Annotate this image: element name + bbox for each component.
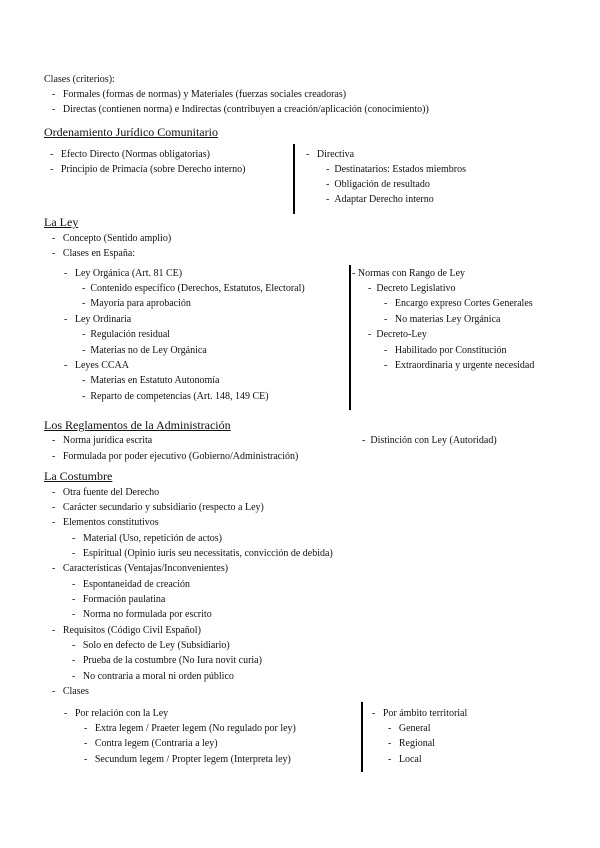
ley-decreto-ley-item: - Habilitado por Constitución (384, 345, 507, 356)
costumbre-relacion: - Por relación con la Ley (64, 708, 169, 719)
costumbre-requisito-item: - Prueba de la costumbre (No Iura novit curia) (72, 655, 262, 666)
ley-organica-item: - Mayoría para aprobación (82, 298, 191, 309)
ley-decreto-ley-item: - Extraordinaria y urgente necesidad (384, 360, 535, 371)
ley-ordinaria: - Ley Ordinaria (64, 314, 132, 325)
ojc-divider (293, 144, 295, 214)
ojc-directiva: - Directiva (306, 149, 355, 160)
ojc-directiva-item: - Obligación de resultado (326, 179, 430, 190)
reglamentos-right: - Distinción con Ley (Autoridad) (362, 435, 497, 446)
reglamentos-item: - Formulada por poder ejecutivo (Gobierno/Administración) (52, 451, 299, 462)
ojc-heading: Ordenamiento Jurídico Comunitario (44, 125, 218, 139)
costumbre-caracteristica-item: - Espontaneidad de creación (72, 579, 191, 590)
costumbre-heading: La Costumbre (44, 469, 113, 483)
ley-ccaa-item: - Reparto de competencias (Art. 148, 149 CE) (82, 391, 269, 402)
ojc-left-item: - Principio de Primacía (sobre Derecho interno) (50, 164, 246, 175)
ley-legislativo-item: - Encargo expreso Cortes Generales (384, 298, 533, 309)
ley-ccaa-item: - Materias en Estatuto Autonomía (82, 375, 220, 386)
costumbre-caracteristica-item: - Norma no formulada por escrito (72, 609, 212, 620)
ojc-directiva-item: - Destinatarios: Estados miembros (326, 164, 466, 175)
costumbre-item: - Carácter secundario y subsidiario (respecto a Ley) (52, 502, 264, 513)
reglamentos-heading: Los Reglamentos de la Administración (44, 418, 231, 432)
costumbre-relacion-item: - Contra legem (Contraria a ley) (84, 738, 218, 749)
ley-organica-item: - Contenido específico (Derechos, Estatutos, Electoral) (82, 283, 305, 294)
costumbre-elemento: - Espiritual (Opinio iuris seu necessitatis, convicción de debida) (72, 548, 333, 559)
ley-organica: - Ley Orgánica (Art. 81 CE) (64, 268, 183, 279)
costumbre-caracteristicas: - Características (Ventajas/Inconvenientes) (52, 563, 229, 574)
costumbre-requisito-item: - Solo en defecto de Ley (Subsidiario) (72, 640, 230, 651)
ley-decreto-ley: - Decreto-Ley (368, 329, 427, 340)
costumbre-caracteristica-item: - Formación paulatina (72, 594, 166, 605)
costumbre-requisito-item: - No contraria a moral ni orden público (72, 671, 234, 682)
costumbre-item: - Otra fuente del Derecho (52, 487, 160, 498)
ley-ordinaria-item: - Materias no de Ley Orgánica (82, 345, 207, 356)
ley-legislativo: - Decreto Legislativo (368, 283, 456, 294)
ley-rango-title: - Normas con Rango de Ley (352, 268, 466, 279)
costumbre-divider (361, 702, 363, 772)
costumbre-item: - Elementos constitutivos (52, 517, 159, 528)
ojc-left-item: - Efecto Directo (Normas obligatorias) (50, 149, 210, 160)
intro-item: - Directas (contienen norma) e Indirectas (contribuyen a creación/aplicación (conocimiento)) (52, 104, 429, 115)
costumbre-elemento: - Material (Uso, repetición de actos) (72, 533, 222, 544)
costumbre-relacion-item: - Extra legem / Praeter legem (No regulado por ley) (84, 723, 296, 734)
costumbre-ambito-item: - General (388, 723, 431, 734)
ojc-directiva-item: - Adaptar Derecho interno (326, 194, 434, 205)
ley-ordinaria-item: - Regulación residual (82, 329, 171, 340)
costumbre-relacion-item: - Secundum legem / Propter legem (Interpreta ley) (84, 754, 291, 765)
costumbre-requisitos: - Requisitos (Código Civil Español) (52, 625, 201, 636)
intro-title: Clases (criterios): (44, 74, 115, 85)
ley-item: - Concepto (Sentido amplio) (52, 233, 172, 244)
costumbre-clases: - Clases (52, 686, 89, 697)
reglamentos-item: - Norma jurídica escrita (52, 435, 153, 446)
ley-legislativo-item: - No materias Ley Orgánica (384, 314, 501, 325)
ley-ccaa: - Leyes CCAA (64, 360, 130, 371)
intro-item: - Formales (formas de normas) y Materiales (fuerzas sociales creadoras) (52, 89, 347, 100)
costumbre-ambito: - Por ámbito territorial (372, 708, 468, 719)
costumbre-ambito-item: - Regional (388, 738, 435, 749)
ley-divider (349, 265, 351, 410)
ley-heading: La Ley (44, 215, 79, 229)
costumbre-ambito-item: - Local (388, 754, 422, 765)
ley-item: - Clases en España: (52, 248, 136, 259)
